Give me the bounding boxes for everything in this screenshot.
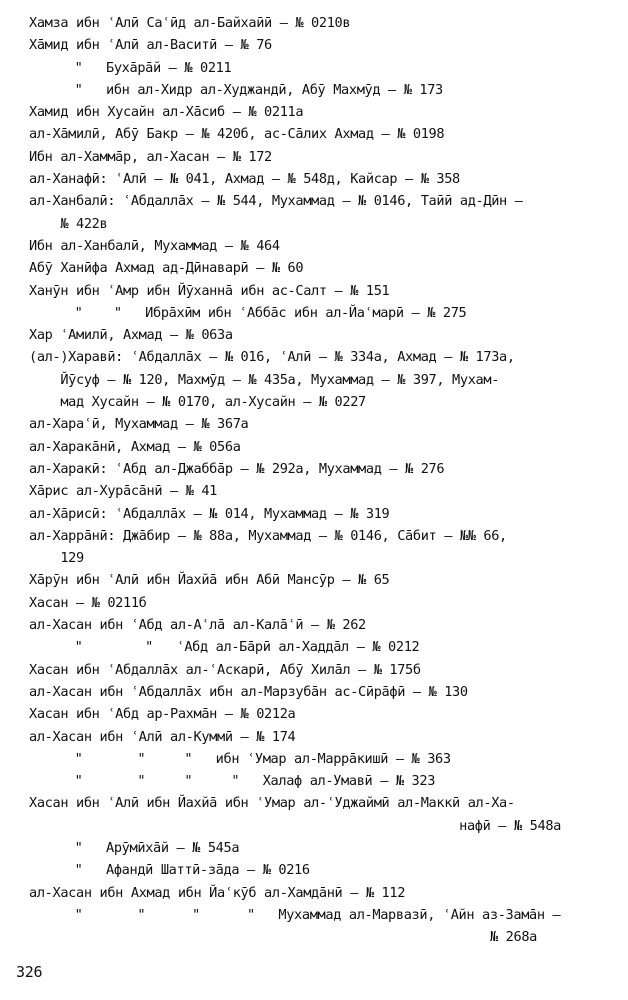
- index-entry: Хар ʿАмилӣ, Ахмад – № 063а: [29, 327, 233, 344]
- index-entry: Абӯ Ханӣфа Ахмад ад-Дӣнаварӣ – № 60: [29, 260, 304, 277]
- index-entry: Хасан ибн ʿАбд ар-Рахмāн – № 0212а: [29, 706, 296, 723]
- index-entry: " Афандӣ Шаттӣ-зāда – № 0216: [59, 862, 310, 879]
- index-entry: Ханӯн ибн ʿАмр ибн Йӯханнā ибн ас-Салт – № 151: [29, 282, 390, 299]
- index-entry: Хасан ибн ʿАбдаллāх ал-ʿАскарӣ, Абӯ Хилāл – № 175б: [29, 661, 421, 678]
- index-entry: Хāрӯн ибн ʿАлӣ ибн Йахйā ибн Абӣ Мансӯр – № 65: [29, 572, 390, 589]
- index-entry: Ибн ал-Хаммāр, ал-Хасан – № 172: [29, 148, 272, 165]
- index-entry: Хамза ибн ʿАлӣ Саʿӣд ал-Байхаӣӣ – № 0210в: [29, 15, 351, 31]
- index-entry: " " ʿАбд ал-Бāрӣ ал-Хаддāл – № 0212: [59, 639, 420, 656]
- index-entry: Хасан ибн ʿАлӣ ибн Йахйā ибн ʿУмар ал-ʿУджаймӣ ал-Маккӣ ал-Ха-: [29, 795, 515, 812]
- index-entry: ал-Хасан ибн ʿАбд ал-Аʿлā ал-Калāʿӣ – № 262: [29, 617, 366, 634]
- index-entry: Хāмид ибн ʿАлӣ ал-Васитӣ – № 76: [29, 37, 272, 54]
- page-number: 326: [16, 963, 43, 981]
- index-entry-continuation: 129: [29, 550, 84, 567]
- index-entry: Хāрис ал-Хурāсāнӣ – № 41: [29, 483, 218, 500]
- index-entry: ал-Хараʿӣ, Мухаммад – № 367а: [29, 416, 249, 433]
- index-entry: " " " " Халаф ал-Умавӣ – № 323: [59, 773, 436, 790]
- index-entry: ал-Хāрисӣ: ʿАбдаллāх – № 014, Мухаммад – № 319: [29, 505, 390, 522]
- index-entry: " " " ибн ʿУмар ал-Маррāкишӣ – № 363: [59, 750, 451, 767]
- index-entry: " " Ибрāхӣм ибн ʿАббāс ибн ал-Йаʿмарӣ – № 275: [59, 304, 467, 321]
- index-entry: ал-Ханафӣ: ʿАлӣ – № 041, Ахмад – № 548д, Кайсар – № 358: [29, 171, 460, 188]
- index-entry: ал-Хāмилӣ, Абӯ Бакр – № 420б, ас-Сāлих Ахмад – № 0198: [29, 126, 445, 143]
- index-entry: ал-Хасан ибн Ахмад ибн Йаʿкӯб ал-Хамдāнӣ – № 112: [29, 884, 406, 901]
- index-entry: ал-Харрāнӣ: Джāбир – № 88а, Мухаммад – № 0146, Сāбит – №№ 66,: [29, 527, 507, 544]
- index-entry-continuation: Йӯсуф – № 120, Махмӯд – № 435а, Мухаммад – № 397, Мухам-: [29, 371, 500, 388]
- index-entry: ал-Харакӣ: ʿАбд ал-Джаббāр – № 292а, Мухаммад – № 276: [29, 460, 445, 477]
- index-entry: " Арӯмӣхāй – № 545а: [59, 839, 240, 856]
- index-entry: " Бухāрāй – № 0211: [59, 59, 232, 76]
- index-entry: Хасан – № 0211б: [29, 594, 147, 611]
- index-entry: ал-Хасан ибн ʿАбдаллāх ибн ал-Марзубāн ас-Сӣрāфӣ – № 130: [29, 683, 468, 700]
- index-entry-continuation: № 422в: [29, 215, 108, 232]
- index-entries: [29, 12, 619, 948]
- index-entry-continuation: № 268а: [489, 929, 537, 946]
- index-entry: Ибн ал-Ханбалӣ, Мухаммад – № 464: [29, 237, 280, 254]
- index-entry-continuation: нафӣ – № 548а: [459, 817, 561, 834]
- index-entry: ал-Харакāнӣ, Ахмад – № 056а: [29, 438, 241, 455]
- index-entry: " " " " Мухаммад ал-Марвазӣ, ʿАйн аз-Замāн –: [59, 906, 561, 923]
- index-entry: (ал-)Харавӣ: ʿАбдаллāх – № 016, ʿАлӣ – № 334а, Ахмад – № 173а,: [29, 349, 515, 366]
- index-entry-continuation: мад Хусайн – № 0170, ал-Хусайн – № 0227: [29, 394, 366, 411]
- index-entry: ал-Хасан ибн ʿАлӣ ал-Куммӣ – № 174: [29, 728, 296, 745]
- index-entry: " ибн ал-Хидр ал-Худжандӣ, Абӯ Махмӯд – № 173: [59, 81, 443, 98]
- index-entry: Хамид ибн Хусайн ал-Хāсиб – № 0211а: [29, 104, 304, 121]
- index-entry: ал-Ханбалӣ: ʿАбдаллāх – № 544, Мухаммад – № 0146, Таӣӣ ад-Дӣн –: [29, 193, 523, 210]
